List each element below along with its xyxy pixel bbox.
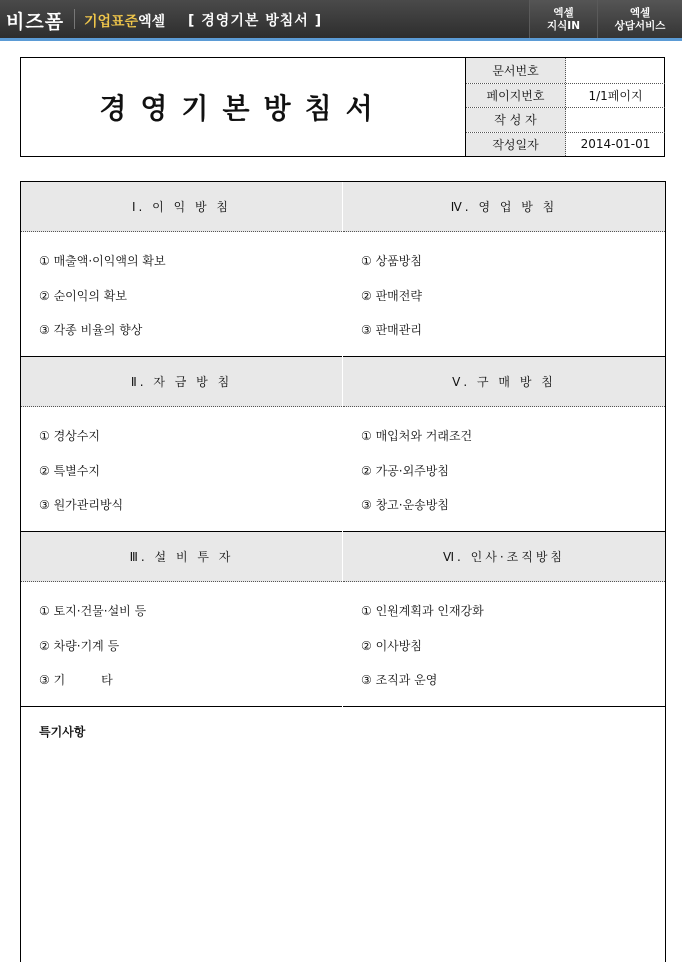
meta-value[interactable] [566, 108, 665, 132]
section-hr-title: Ⅵ. 인사·조직방침 [343, 532, 665, 582]
meta-row-docno [466, 58, 665, 83]
meta-row-date [466, 132, 665, 157]
meta-label: 작성일자 [466, 133, 566, 157]
brand-prefix: 기업표준 [84, 14, 139, 30]
list-item[interactable]: ① 경상수지 [39, 429, 100, 443]
list-item[interactable]: ③ 조직과 운영 [361, 673, 438, 687]
section-profit-body [21, 232, 342, 357]
meta-label: 문서번호 [466, 58, 566, 83]
excel-consult-button[interactable] [597, 0, 682, 40]
list-item[interactable]: ① 인원계획과 인재강화 [361, 604, 484, 618]
logo-divider [74, 9, 75, 29]
section-purchase-body [343, 407, 665, 532]
section-sales-body [343, 232, 665, 357]
special-notes-area[interactable] [21, 707, 665, 962]
meta-value[interactable]: 2014-01-01 [580, 137, 651, 152]
list-item[interactable]: ③ 창고·운송방침 [361, 498, 449, 512]
banner-accent-line [0, 38, 682, 41]
special-notes-label: 특기사항 [39, 725, 86, 739]
policy-grid [20, 181, 666, 962]
document-header [20, 57, 665, 157]
section-profit-title: Ⅰ. 이 익 방 침 [21, 182, 342, 232]
service-line1: 엑셀 [629, 7, 651, 19]
meta-value[interactable]: 1/1페이지 [588, 88, 643, 103]
section-purchase-title: Ⅴ. 구 매 방 침 [343, 357, 665, 407]
list-item[interactable]: ② 판매전략 [361, 289, 422, 303]
document-title: 경영기본방침서 [99, 92, 387, 125]
section-sales-title: Ⅳ. 영 업 방 침 [343, 182, 665, 232]
service-line2: 상담서비스 [614, 20, 666, 32]
list-item[interactable]: ③ 판매관리 [361, 323, 422, 337]
list-item[interactable]: ② 순이익의 확보 [39, 289, 127, 303]
meta-table [465, 58, 664, 156]
meta-label: 작 성 자 [466, 108, 566, 132]
meta-row-page [466, 83, 665, 108]
section-fund-body [21, 407, 342, 532]
document-tag: [ 경영기본 방침서 ] [188, 13, 323, 29]
meta-row-author [466, 107, 665, 132]
list-item[interactable]: ① 상품방침 [361, 254, 422, 268]
brand-suffix: 엑셀 [138, 14, 166, 30]
bizform-logo[interactable]: 비즈폼 [6, 11, 65, 33]
list-item[interactable]: ③ 각종 비율의 향상 [39, 323, 143, 337]
list-item[interactable]: ③ 기 타 [39, 673, 113, 687]
section-investment-title: Ⅲ. 설 비 투 자 [21, 532, 342, 582]
brand-title [84, 11, 165, 31]
meta-label: 페이지번호 [466, 84, 566, 108]
list-item[interactable]: ② 가공·외주방침 [361, 464, 449, 478]
list-item[interactable]: ① 토지·건물·설비 등 [39, 604, 147, 618]
list-item[interactable]: ① 매출액·이익액의 확보 [39, 254, 166, 268]
list-item[interactable]: ② 이사방침 [361, 639, 422, 653]
section-fund-title: Ⅱ. 자 금 방 침 [21, 357, 342, 407]
list-item[interactable]: ② 차량·기계 등 [39, 639, 120, 653]
list-item[interactable]: ② 특별수지 [39, 464, 100, 478]
section-investment-body [21, 582, 342, 707]
list-item[interactable]: ① 매입처와 거래조건 [361, 429, 473, 443]
list-item[interactable]: ③ 원가관리방식 [39, 498, 124, 512]
excel-knowledge-button[interactable] [529, 0, 597, 40]
top-banner [0, 0, 682, 40]
meta-value[interactable] [566, 58, 665, 83]
knowledge-line1: 엑셀 [553, 7, 574, 19]
knowledge-line2: 지식IN [547, 20, 580, 32]
section-hr-body [343, 582, 665, 707]
